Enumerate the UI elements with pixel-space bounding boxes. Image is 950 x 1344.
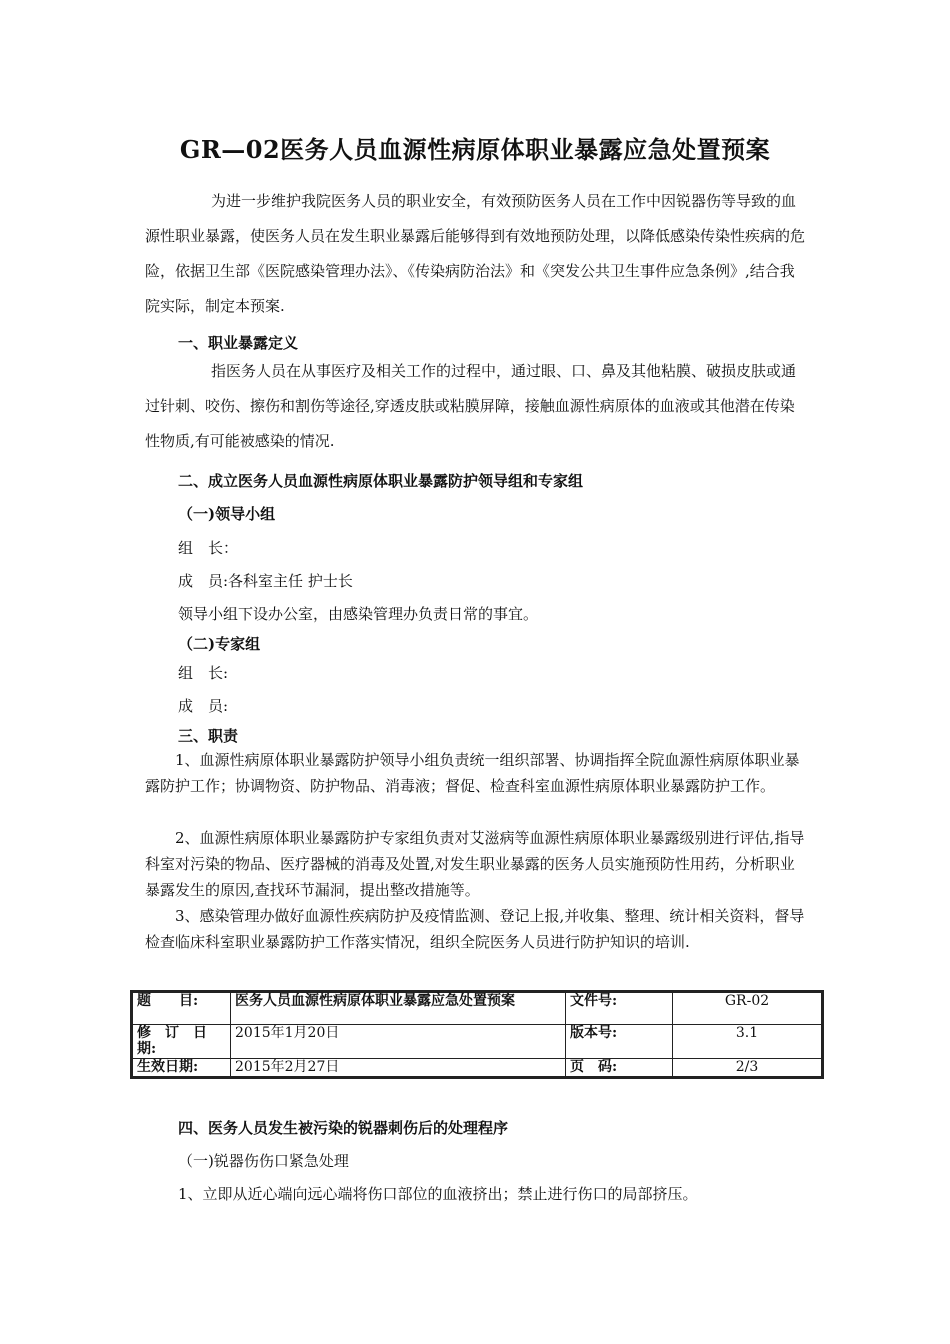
duty-item-1: 1、血源性病原体职业暴露防护领导小组负责统一组织部署、协调指挥全院血源性病原体职业暴露防护工作；协调物资、防护物品、消毒液；督促、检查科室血源性病原体职业暴露防护工作。 — [145, 751, 800, 795]
section-2-heading: 二、成立医务人员血源性病原体职业暴露防护领导组和专家组 — [178, 472, 584, 490]
page-value: 2/3 — [673, 1059, 822, 1077]
document-info-table — [130, 990, 824, 1079]
file-number-value: GR-02 — [673, 993, 822, 1025]
table-row — [133, 1025, 822, 1059]
section-3-heading: 三、职责 — [178, 727, 239, 745]
leader-group-head: 组 长： — [178, 539, 239, 557]
effective-date-label: 生效日期: — [133, 1059, 231, 1077]
subject-label: 题 目: — [133, 993, 231, 1025]
expert-group-head: 组 长: — [178, 664, 229, 682]
revision-date-label: 修 订 日期: — [133, 1025, 231, 1059]
table-row — [133, 993, 822, 1025]
subject-value: 医务人员血源性病原体职业暴露应急处置预案 — [231, 993, 566, 1025]
version-label: 版本号: — [566, 1025, 673, 1059]
section-1-heading: 一、职业暴露定义 — [178, 334, 299, 352]
leader-group-members: 成 员:各科室主任 护士长 — [178, 572, 353, 590]
effective-date-value: 2015年2月27日 — [231, 1059, 566, 1077]
revision-date-value: 2015年1月20日 — [231, 1025, 566, 1059]
duty-item-2: 2、血源性病原体职业暴露防护专家组负责对艾滋病等血源性病原体职业暴露级别进行评估,指导科室对污染的物品、医疗器械的消毒及处置,对发生职业暴露的医务人员实施预防性用药，分析职业暴露发生的原因,查找环节漏洞，提出整改措施等。 — [145, 829, 805, 899]
leader-group-office: 领导小组下设办公室，由感染管理办负责日常的事宜。 — [178, 605, 539, 623]
section-4-subheading: （一)锐器伤伤口紧急处理 — [178, 1152, 349, 1170]
document-title: GR—02医务人员血源性病原体职业暴露应急处置预案 — [179, 135, 771, 164]
intro-paragraph: 为进一步维护我院医务人员的职业安全，有效预防医务人员在工作中因锐器伤等导致的血源性职业暴露，使医务人员在发生职业暴露后能够得到有效地预防处理，以降低感染传染性疾病的危险，依据卫生部《医院感染管理办法》、《传染病防治法》和《突发公共卫生事件应急条例》,结合我院实际，制定本预案. — [145, 192, 806, 315]
version-value: 3.1 — [673, 1025, 822, 1059]
file-number-label: 文件号: — [566, 993, 673, 1025]
duty-item-3: 3、感染管理办做好血源性疾病防护及疫情监测、登记上报,并收集、整理、统计相关资料，督导检查临床科室职业暴露防护工作落实情况，组织全院医务人员进行防护知识的培训. — [145, 907, 805, 951]
section-4-heading: 四、医务人员发生被污染的锐器刺伤后的处理程序 — [178, 1119, 509, 1137]
expert-group-members: 成 员: — [178, 697, 229, 715]
page-label: 页 码: — [566, 1059, 673, 1077]
section-4-item-1: 1、立即从近心端向远心端将伤口部位的血液挤出；禁止进行伤口的局部挤压。 — [178, 1185, 698, 1203]
section-1-text: 指医务人员在从事医疗及相关工作的过程中，通过眼、口、鼻及其他粘膜、破损皮肤或通过针刺、咬伤、擦伤和割伤等途径,穿透皮肤或粘膜屏障，接触血源性病原体的血液或其他潜在传染性物质,有可能被感染的情况. — [145, 362, 797, 450]
expert-group-heading: （二)专家组 — [178, 635, 261, 653]
leader-group-heading: （一)领导小组 — [178, 505, 276, 523]
table-row — [133, 1059, 822, 1077]
